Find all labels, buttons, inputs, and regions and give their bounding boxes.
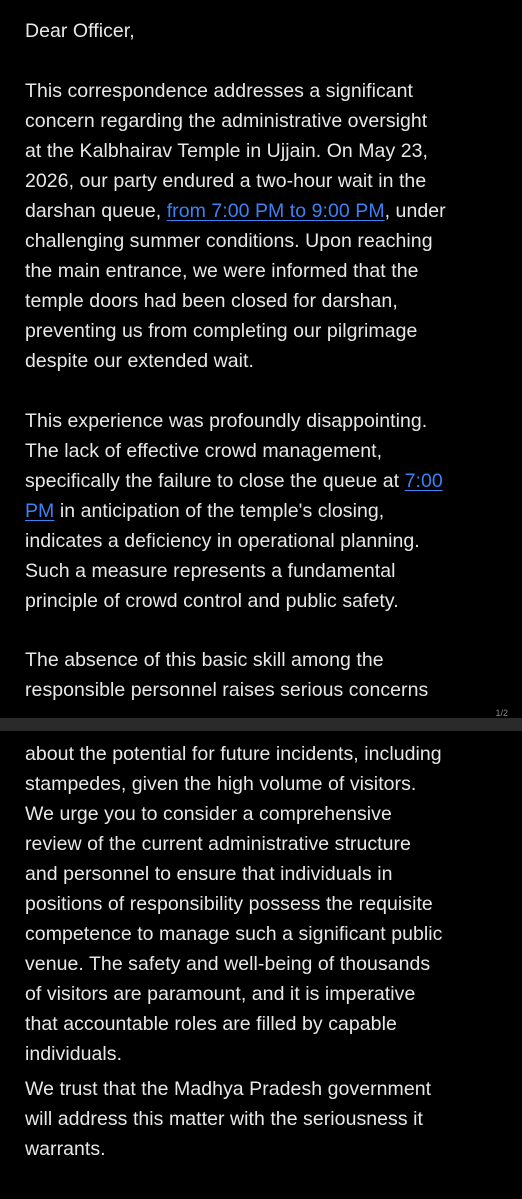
text-line: 2026, our party endured a two-hour wait in the — [25, 170, 427, 192]
text-line: This correspondence addresses a significant — [25, 80, 414, 102]
text-line: The absence of this basic skill among the — [25, 649, 384, 671]
text-line: competence to manage such a significant public — [25, 923, 443, 945]
text-line: stampedes, given the high volume of visitors. — [25, 773, 417, 795]
text-line: Such a measure represents a fundamental — [25, 560, 396, 582]
text-line: preventing us from completing our pilgrimage — [25, 320, 418, 342]
text-fragment: , under — [384, 200, 446, 222]
text-line: We trust that the Madhya Pradesh government — [25, 1078, 432, 1100]
time-link-continued[interactable]: PM — [25, 500, 55, 522]
text-line: principle of crowd control and public safety. — [25, 590, 399, 612]
text-line: The lack of effective crowd management, — [25, 440, 383, 462]
paragraph-concerns — [25, 645, 510, 705]
text-line — [25, 496, 510, 526]
text-line: venue. The safety and well-being of thousands — [25, 953, 431, 975]
text-line: We urge you to consider a comprehensive — [25, 803, 392, 825]
text-line: This experience was profoundly disappointing. — [25, 410, 428, 432]
text-line: despite our extended wait. — [25, 350, 254, 372]
text-line: responsible personnel raises serious concerns — [25, 679, 429, 701]
page-indicator: 1/2 — [495, 708, 508, 718]
text-fragment: specifically the failure to close the queue at — [25, 470, 405, 492]
text-line: indicates a deficiency in operational planning. — [25, 530, 420, 552]
text-line: warrants. — [25, 1138, 106, 1160]
text-line: positions of responsibility possess the requisite — [25, 893, 433, 915]
text-line — [25, 196, 510, 226]
text-line: individuals. — [25, 1043, 123, 1065]
text-fragment: darshan queue, — [25, 200, 167, 222]
text-line: of visitors are paramount, and it is imperative — [25, 983, 416, 1005]
text-line — [25, 466, 510, 496]
text-line: concern regarding the administrative oversight — [25, 110, 428, 132]
paragraph-incident — [25, 76, 510, 376]
time-range-link[interactable]: from 7:00 PM to 9:00 PM — [166, 200, 385, 222]
text-line: temple doors had been closed for darshan, — [25, 290, 398, 312]
text-line: review of the current administrative structure — [25, 833, 411, 855]
page-divider — [0, 718, 522, 731]
text-line: at the Kalbhairav Temple in Ujjain. On May 23, — [25, 140, 428, 162]
text-line: about the potential for future incidents, including — [25, 743, 442, 765]
text-line: will address this matter with the seriousness it — [25, 1108, 423, 1130]
text-line: the main entrance, we were informed that the — [25, 260, 419, 282]
paragraph-disappointment — [25, 406, 510, 616]
text-fragment: in anticipation of the temple's closing, — [54, 500, 385, 522]
paragraph-review-request — [25, 731, 512, 1069]
text-line: and personnel to ensure that individuals in — [25, 863, 393, 885]
text-line: challenging summer conditions. Upon reaching — [25, 230, 433, 252]
time-link[interactable]: 7:00 — [404, 470, 443, 492]
letter-page-2 — [0, 731, 522, 1199]
paragraph-closing — [25, 1074, 510, 1164]
greeting: Dear Officer, — [25, 20, 135, 42]
text-line: that accountable roles are filled by capable — [25, 1013, 397, 1035]
